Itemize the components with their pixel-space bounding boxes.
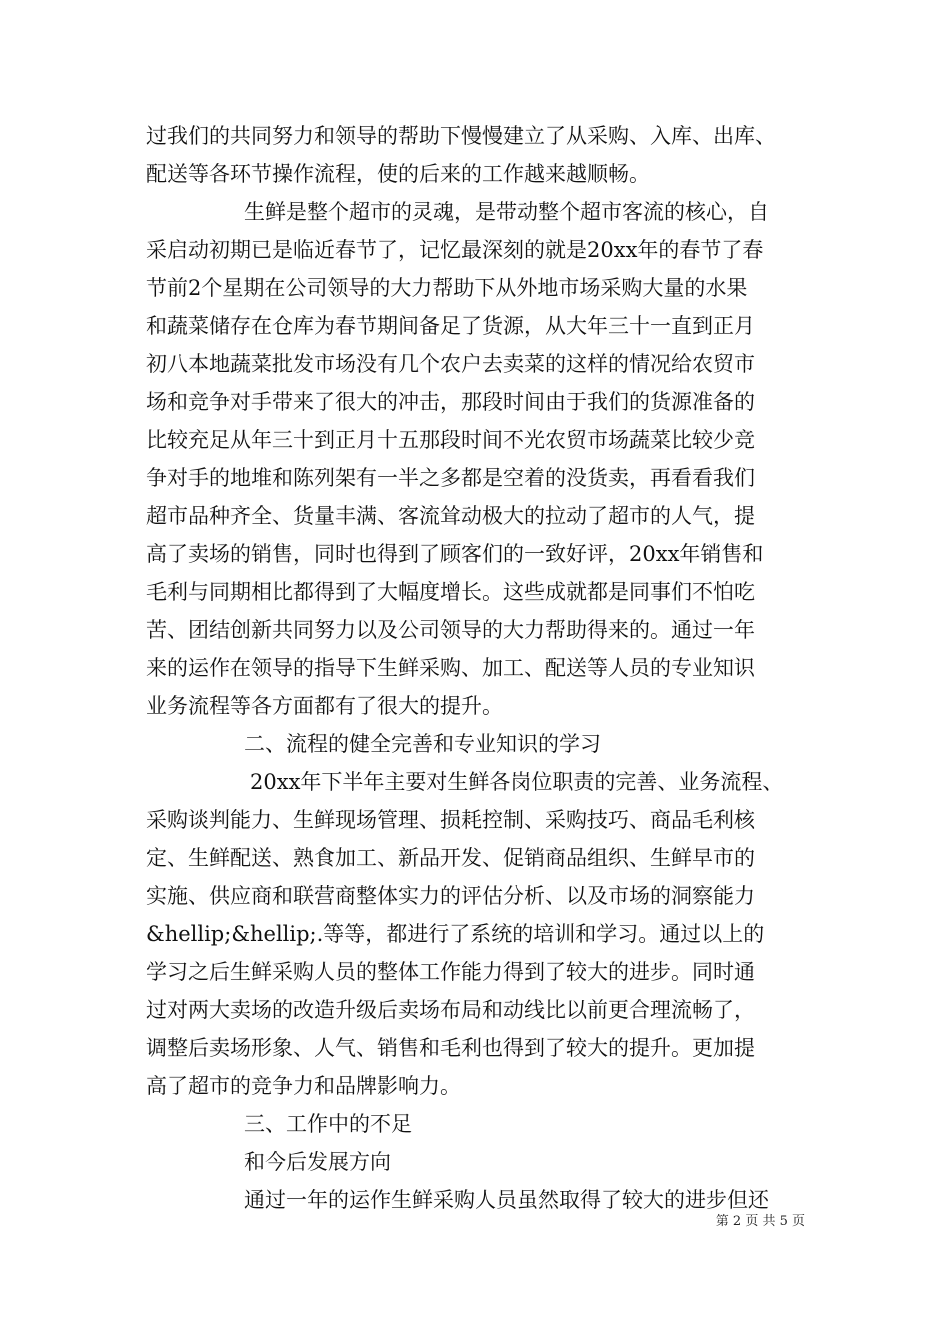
- text-line-7: 初八本地蔬菜批发市场没有几个农户去卖菜的这样的情况给农贸市: [146, 352, 755, 376]
- text-line-3: 生鲜是整个超市的灵魂，是带动整个超市客流的核心，自: [244, 200, 769, 224]
- text-line-2: 配送等各环节操作流程，使的后来的工作越来越顺畅。: [146, 162, 650, 186]
- text-line-10: 争对手的地堆和陈列架有一半之多都是空着的没货卖，再看看我们: [146, 466, 755, 490]
- text-line-26: 高了超市的竞争力和品牌影响力。: [146, 1074, 461, 1098]
- text-line-15: 来的运作在领导的指导下生鲜采购、加工、配送等人员的专业知识: [146, 656, 755, 680]
- text-line-21: 实施、供应商和联营商整体实力的评估分析、以及市场的洞察能力: [146, 884, 755, 908]
- text-line-16: 业务流程等各方面都有了很大的提升。: [146, 694, 503, 718]
- section-heading-3-cont: 和今后发展方向: [244, 1150, 391, 1174]
- text-line-4: 采启动初期已是临近春节了，记忆最深刻的就是20xx年的春节了春: [146, 238, 764, 262]
- text-line-6: 和蔬菜储存在仓库为春节期间备足了货源，从大年三十一直到正月: [146, 314, 755, 338]
- text-line-24: 过对两大卖场的改造升级后卖场布局和动线比以前更合理流畅了，: [146, 998, 755, 1022]
- page-number-footer: 第 2 页 共 5 页: [715, 1214, 805, 1229]
- text-line-1: 过我们的共同努力和领导的帮助下慢慢建立了从采购、入库、出库、: [146, 124, 776, 148]
- text-line-19: 采购谈判能力、生鲜现场管理、损耗控制、采购技巧、商品毛利核: [146, 808, 755, 832]
- text-line-11: 超市品种齐全、货量丰满、客流耸动极大的拉动了超市的人气，提: [146, 504, 755, 528]
- text-line-14: 苦、团结创新共同努力以及公司领导的大力帮助得来的。通过一年: [146, 618, 755, 642]
- text-line-22: &hellip;&hellip;.等等，都进行了系统的培训和学习。通过以上的: [146, 922, 765, 946]
- text-line-12: 高了卖场的销售，同时也得到了顾客们的一致好评，20xx年销售和: [146, 542, 764, 566]
- text-line-9: 比较充足从年三十到正月十五那段时间不光农贸市场蔬菜比较少竞: [146, 428, 755, 452]
- text-line-5: 节前2个星期在公司领导的大力帮助下从外地市场采购大量的水果: [146, 276, 748, 300]
- section-heading-3: 三、工作中的不足: [244, 1112, 412, 1136]
- text-line-13: 毛利与同期相比都得到了大幅度增长。这些成就都是同事们不怕吃: [146, 580, 755, 604]
- text-line-18: 20xx年下半年主要对生鲜各岗位职责的完善、业务流程、: [250, 770, 784, 794]
- text-line-23: 学习之后生鲜采购人员的整体工作能力得到了较大的进步。同时通: [146, 960, 755, 984]
- text-line-20: 定、生鲜配送、熟食加工、新品开发、促销商品组织、生鲜早市的: [146, 846, 755, 870]
- text-line-8: 场和竞争对手带来了很大的冲击，那段时间由于我们的货源准备的: [146, 390, 755, 414]
- text-line-29: 通过一年的运作生鲜采购人员虽然取得了较大的进步但还: [244, 1188, 769, 1212]
- section-heading-2: 二、流程的健全完善和专业知识的学习: [244, 732, 601, 756]
- text-line-25: 调整后卖场形象、人气、销售和毛利也得到了较大的提升。更加提: [146, 1036, 755, 1060]
